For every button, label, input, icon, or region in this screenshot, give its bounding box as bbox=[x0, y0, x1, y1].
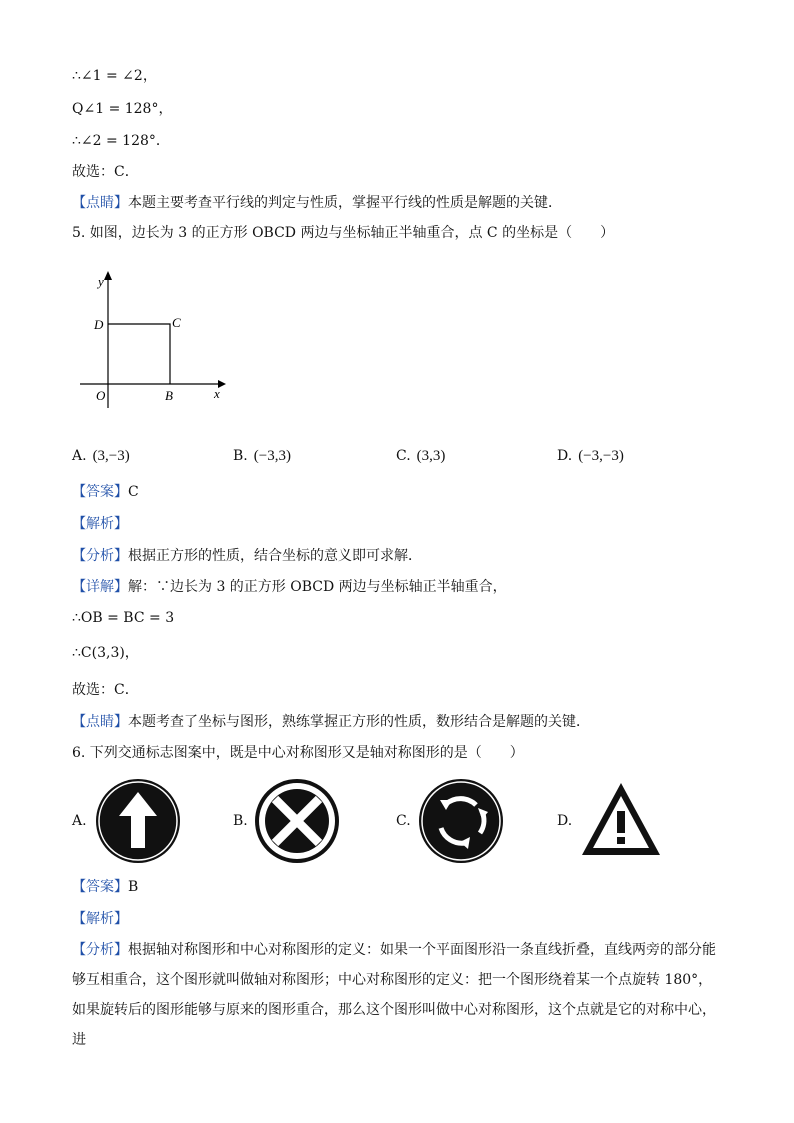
q5-step-1: ∴OB = BC = 3 bbox=[72, 610, 175, 626]
q5-stem: 5. 如图，边长为 3 的正方形 OBCD 两边与坐标轴正半轴重合，点 C 的坐标是（ ） bbox=[72, 225, 615, 241]
up-arrow-sign-icon[interactable] bbox=[95, 778, 181, 864]
q5-analysis-tag: 【解析】 bbox=[72, 516, 128, 532]
q5-answer bbox=[72, 482, 139, 502]
axis-x-label: x bbox=[214, 386, 220, 401]
q5-option-b[interactable]: B. (−3,3) bbox=[233, 448, 291, 464]
square-coordinate-figure bbox=[80, 268, 240, 408]
dianjing-text: 本题主要考查平行线的判定与性质，掌握平行线的性质是解题的关键． bbox=[128, 195, 562, 211]
q6-stem: 6. 下列交通标志图案中，既是中心对称图形又是轴对称图形的是（ ） bbox=[72, 745, 524, 761]
proof-line-2: Q∠1 = 128°， bbox=[72, 101, 173, 117]
choose-line-q4: 故选：C． bbox=[72, 164, 139, 180]
q5-option-d[interactable]: D. (−3,−3) bbox=[557, 448, 624, 464]
answer-tag: 【答案】 bbox=[72, 484, 128, 500]
point-C-label: C bbox=[172, 315, 181, 330]
q5-dianjing: 【点睛】本题考查了坐标与图形，熟练掌握正方形的性质，数形结合是解题的关键． bbox=[72, 714, 590, 730]
q6-option-d-label[interactable]: D. bbox=[557, 813, 573, 829]
q5-choose: 故选：C． bbox=[72, 682, 139, 698]
q5-option-c[interactable]: C. (3,3) bbox=[396, 448, 446, 464]
dianjing-tag: 【点睛】 bbox=[72, 195, 128, 211]
q6-option-b-label[interactable]: B. bbox=[233, 813, 248, 829]
q5-option-a[interactable]: A. (3,−3) bbox=[72, 448, 130, 464]
proof-line-3: ∴∠2 = 128°． bbox=[72, 133, 170, 149]
no-stopping-x-sign-icon[interactable] bbox=[254, 778, 340, 864]
q5-fenxi: 【分析】根据正方形的性质，结合坐标的意义即可求解． bbox=[72, 548, 422, 564]
point-D-label: D bbox=[94, 317, 104, 332]
roundabout-sign-icon[interactable] bbox=[418, 778, 504, 864]
proof-line-1: ∴∠1 = ∠2， bbox=[72, 68, 157, 84]
point-O-label: O bbox=[96, 388, 106, 403]
dianjing-q4 bbox=[72, 193, 562, 213]
axis-y-label: y bbox=[98, 274, 104, 289]
q5-step-2: ∴C(3,3)， bbox=[72, 645, 139, 661]
answer-value: C bbox=[128, 484, 139, 500]
point-B-label: B bbox=[165, 388, 173, 403]
q6-answer: 【答案】B bbox=[72, 879, 139, 895]
warning-exclamation-triangle-icon[interactable] bbox=[580, 781, 662, 857]
q6-option-a-label[interactable]: A. bbox=[72, 813, 87, 829]
q6-fenxi: 【分析】根据轴对称图形和中心对称图形的定义：如果一个平面图形沿一条直线折叠，直线两旁的部分能够互相重合，这个图形就叫做轴对称图形；中心对称图形的定义：把一个图形绕着某一个点旋转 180°，如果旋转后的图形能够与原来的图形重合，那么这个图形叫做中心对称图形，这个点就是它的对称中心，进 bbox=[72, 942, 716, 1048]
q6-analysis-tag: 【解析】 bbox=[72, 911, 128, 927]
q6-option-c-label[interactable]: C. bbox=[396, 813, 411, 829]
q5-xiangjie: 【详解】解：∵边长为 3 的正方形 OBCD 两边与坐标轴正半轴重合， bbox=[72, 579, 507, 595]
